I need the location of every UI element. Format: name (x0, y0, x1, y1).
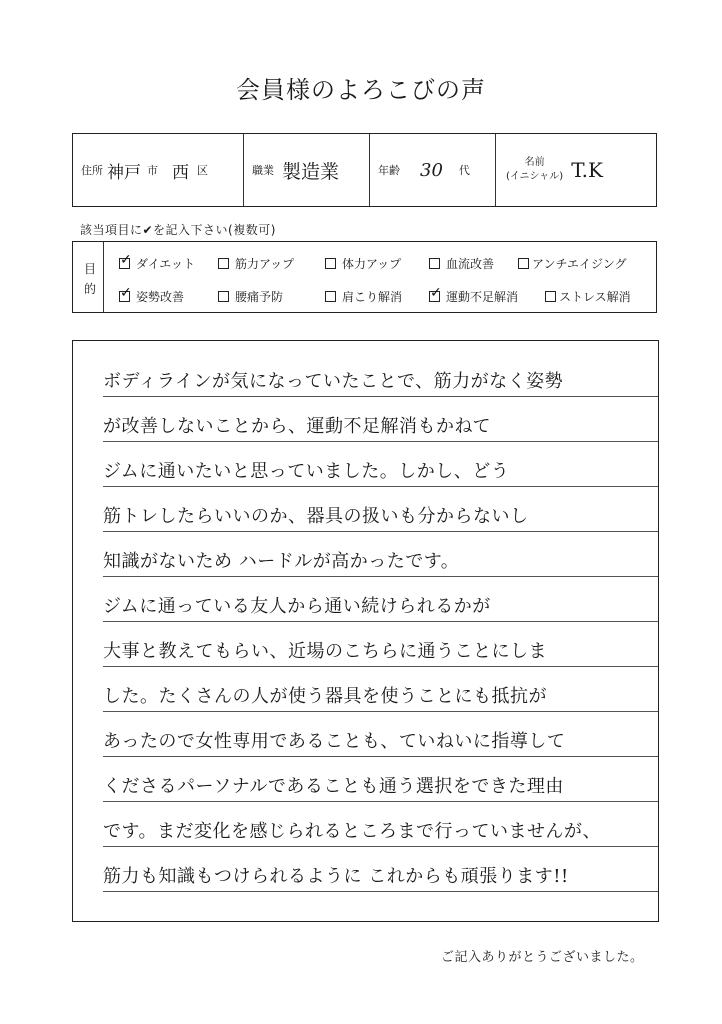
option-label: 運動不足解消 (446, 290, 519, 304)
option-label: アンチエイジング (532, 257, 627, 271)
checkbox-stamina-up[interactable] (325, 258, 336, 269)
option-label: ストレス解消 (559, 290, 631, 304)
comment-line: くださるパーソナルであることも通う選択をできた理由 (103, 763, 658, 802)
option-label: ダイエット (136, 257, 196, 271)
option-diet[interactable] (119, 252, 196, 272)
purpose-label (83, 259, 97, 299)
thanks-message: ご記入ありがとうございました。 (441, 950, 644, 965)
check-mark-icon: ✓ (120, 252, 132, 268)
checkbox-back-pain[interactable] (218, 291, 229, 302)
name-cell (495, 134, 656, 206)
check-mark-icon: ✓ (430, 285, 442, 301)
address-cell (73, 134, 243, 206)
job-cell (243, 134, 369, 206)
age-label: 年齢 (378, 164, 400, 177)
comment-line: 大事と教えてもらい、近場のこちらに通うことにしま (103, 628, 658, 667)
comment-line: ジムに通いたいと思っていました。しかし、どう (103, 448, 658, 487)
purpose-label-line1: 目 (83, 262, 96, 276)
page-title: 会員様のよろこびの声 (236, 76, 486, 104)
checkbox-stiff-shoulders[interactable] (325, 291, 336, 302)
name-label-group (506, 156, 563, 184)
comment-line: 知識がないため ハードルが高かったです。 (103, 538, 658, 577)
checkbox-stress[interactable] (545, 291, 556, 302)
name-sub-label: (イニシャル) (506, 171, 564, 182)
option-back-pain[interactable] (218, 288, 283, 305)
checkbox-muscle-up[interactable] (218, 258, 229, 269)
age-cell (369, 134, 495, 206)
option-label: 腰痛予防 (235, 290, 284, 304)
address-city-suffix: 市 (147, 164, 158, 177)
option-blood-flow[interactable] (429, 255, 494, 272)
job-value: 製造業 (282, 160, 340, 183)
option-label: 筋力アップ (235, 257, 295, 271)
option-label: 体力アップ (342, 257, 402, 271)
comment-line: 筋トレしたらいいのか、器具の扱いも分からないし (103, 493, 658, 532)
option-muscle-up[interactable] (218, 255, 294, 272)
address-city: 神戸 (107, 162, 141, 183)
option-anti-aging[interactable] (518, 255, 627, 272)
job-label: 職業 (252, 164, 274, 177)
comment-line: あったので女性専用であることも、ていねいに指導して (103, 718, 658, 757)
checkbox-exercise[interactable] (429, 285, 442, 302)
comment-line: です。まだ変化を感じられるところまで行っていませんが、 (103, 808, 658, 847)
comment-line: ジムに通っている友人から通い続けられるかが (103, 583, 658, 622)
address-ward: 西 (172, 162, 189, 183)
purpose-box (72, 241, 657, 313)
option-posture[interactable] (119, 285, 185, 305)
member-info-box (72, 133, 657, 207)
check-mark-icon: ✓ (120, 285, 132, 301)
comment-line: 筋力も知識もつけられるように これからも頑張ります!! (103, 853, 658, 892)
comment-box (72, 340, 659, 922)
option-stress[interactable] (545, 288, 631, 305)
option-label: 血流改善 (446, 257, 495, 271)
option-exercise[interactable] (429, 285, 519, 305)
checkbox-blood-flow[interactable] (429, 258, 440, 269)
purpose-label-line2: 的 (83, 282, 96, 296)
age-suffix: 代 (458, 164, 470, 177)
comment-line: が改善しないことから、運動不足解消もかねて (103, 403, 658, 442)
checkbox-diet[interactable] (119, 252, 132, 269)
name-value: T.K (571, 158, 603, 182)
checkbox-instruction: 該当項目に✔を記入下さい(複数可) (80, 223, 276, 237)
address-label: 住所 (81, 164, 103, 177)
option-stamina-up[interactable] (325, 255, 401, 272)
comment-line: ボディラインが気になっていたことで、筋力がなく姿勢 (103, 358, 658, 397)
checkbox-posture[interactable] (119, 285, 132, 302)
checkbox-anti-aging[interactable] (518, 258, 529, 269)
option-label: 姿勢改善 (136, 290, 185, 304)
option-label: 肩こり解消 (342, 290, 403, 304)
purpose-divider (103, 242, 104, 312)
name-label: 名前 (524, 157, 545, 168)
address-ward-suffix: 区 (197, 164, 208, 177)
age-value: 30 (420, 159, 443, 181)
comment-line: した。たくさんの人が使う器具を使うことにも抵抗が (103, 673, 658, 712)
option-stiff-shoulders[interactable] (325, 288, 402, 305)
